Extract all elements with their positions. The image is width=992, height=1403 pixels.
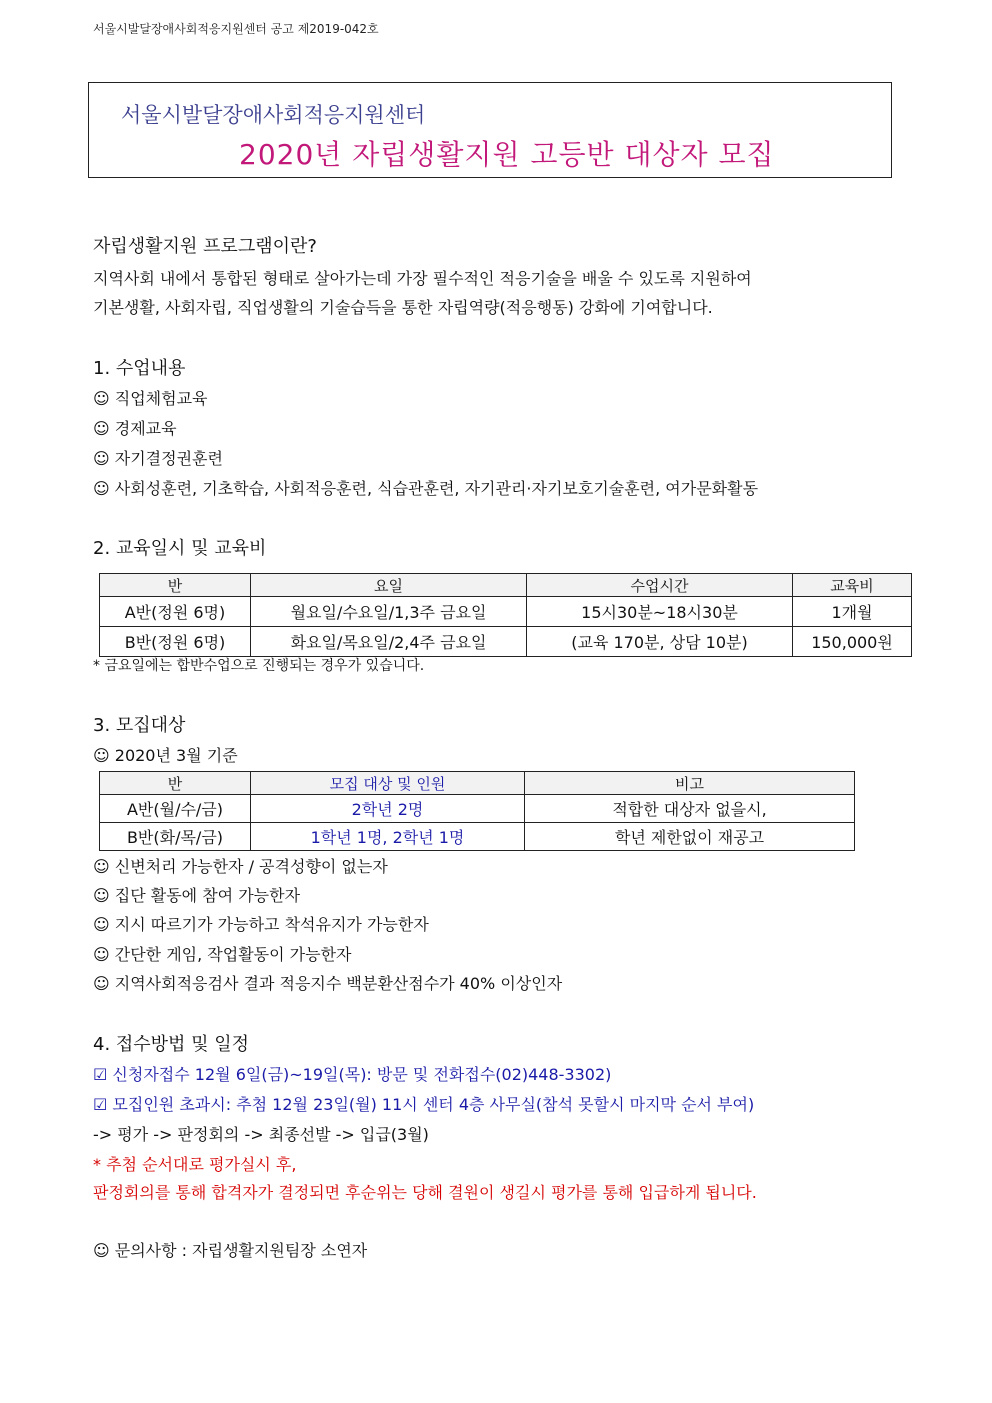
section2-heading: 2. 교육일시 및 교육비 [93, 538, 267, 559]
fee-cell-1: 1개월 [793, 597, 912, 627]
org-title: 서울시발달장애사회적응지원센터 [121, 103, 426, 127]
intro-line-1: 지역사회 내에서 통합된 형태로 살아가는데 가장 필수적인 적응기술을 배울 수 있도록 지원하여 [93, 269, 752, 288]
remark-line-2: 학년 제한없이 재공고 [525, 823, 855, 851]
section1-item: ☺ 사회성훈련, 기초학습, 사회적응훈련, 식습관훈련, 자기관리·자기보호기술훈련, 여가문화활동 [93, 479, 759, 498]
lottery-line: ☑ 모집인원 초과시: 추첨 12월 23일(월) 11시 센터 4층 사무실(참석 못할시 마지막 순서 부여) [93, 1095, 755, 1114]
time-cell-1: 15시30분~18시30분 [527, 597, 793, 627]
recruit-basis: ☺ 2020년 3월 기준 [93, 746, 238, 765]
section1-heading: 1. 수업내용 [93, 358, 186, 379]
recruit-class-b: B반(화/목/금) [100, 823, 251, 851]
title-box [88, 82, 892, 178]
section4-heading: 4. 접수방법 및 일정 [93, 1034, 250, 1055]
contact-line: ☺ 문의사항 : 자립생활지원팀장 소연자 [93, 1241, 368, 1260]
class-a-days: 월요일/수요일/1,3주 금요일 [251, 597, 527, 627]
section3-heading: 3. 모집대상 [93, 715, 186, 736]
schedule-note: * 금요일에는 합반수업으로 진행되는 경우가 있습니다. [93, 658, 425, 674]
recruit-count-b: 1학년 1명, 2학년 1명 [251, 823, 525, 851]
intro-heading: 자립생활지원 프로그램이란? [93, 236, 317, 257]
class-b-days: 화요일/목요일/2,4주 금요일 [251, 627, 527, 657]
recruit-count-a: 2학년 2명 [251, 795, 525, 823]
recruit-class-a: A반(월/수/금) [100, 795, 251, 823]
col-header-class: 반 [100, 574, 251, 597]
schedule-table [99, 573, 912, 657]
notice-line-2: 판정회의를 통해 합격자가 결정되면 후순위는 당해 결원이 생길시 평가를 통해 입급하게 됩니다. [93, 1183, 757, 1202]
fee-cell-2: 150,000원 [793, 627, 912, 657]
time-cell-2: (교육 170분, 상담 10분) [527, 627, 793, 657]
remark-line-1: 적합한 대상자 없을시, [525, 795, 855, 823]
col-header-remark: 비고 [525, 772, 855, 795]
application-line: ☑ 신청자접수 12월 6일(금)~19일(목): 방문 및 전화접수(02)448-3302) [93, 1065, 612, 1084]
criteria-item: ☺ 지시 따르기가 가능하고 착석유지가 가능한자 [93, 915, 429, 934]
criteria-item: ☺ 지역사회적응검사 결과 적응지수 백분환산점수가 40% 이상인자 [93, 974, 563, 993]
col-header-class: 반 [100, 772, 251, 795]
recruit-table [99, 771, 855, 851]
col-header-fee: 교육비 [793, 574, 912, 597]
col-header-count: 모집 대상 및 인원 [251, 772, 525, 795]
criteria-item: ☺ 간단한 게임, 작업활동이 가능한자 [93, 945, 352, 964]
section1-item: ☺ 직업체험교육 [93, 389, 208, 408]
notice-line-1: * 추첨 순서대로 평가실시 후, [93, 1155, 297, 1174]
intro-line-2: 기본생활, 사회자립, 직업생활의 기술습득을 통한 자립역량(적응행동) 강화에 기여합니다. [93, 298, 713, 317]
class-b-cell: B반(정원 6명) [100, 627, 251, 657]
main-title: 2020년 자립생활지원 고등반 대상자 모집 [239, 138, 775, 171]
col-header-time: 수업시간 [527, 574, 793, 597]
criteria-item: ☺ 집단 활동에 참여 가능한자 [93, 886, 301, 905]
section1-item: ☺ 경제교육 [93, 419, 177, 438]
class-a-cell: A반(정원 6명) [100, 597, 251, 627]
notice-number: 서울시발달장애사회적응지원센터 공고 제2019-042호 [93, 22, 379, 36]
col-header-days: 요일 [251, 574, 527, 597]
process-line: -> 평가 -> 판정회의 -> 최종선발 -> 입급(3월) [93, 1125, 429, 1144]
section1-item: ☺ 자기결정권훈련 [93, 449, 223, 468]
criteria-item: ☺ 신변처리 가능한자 / 공격성향이 없는자 [93, 857, 388, 876]
